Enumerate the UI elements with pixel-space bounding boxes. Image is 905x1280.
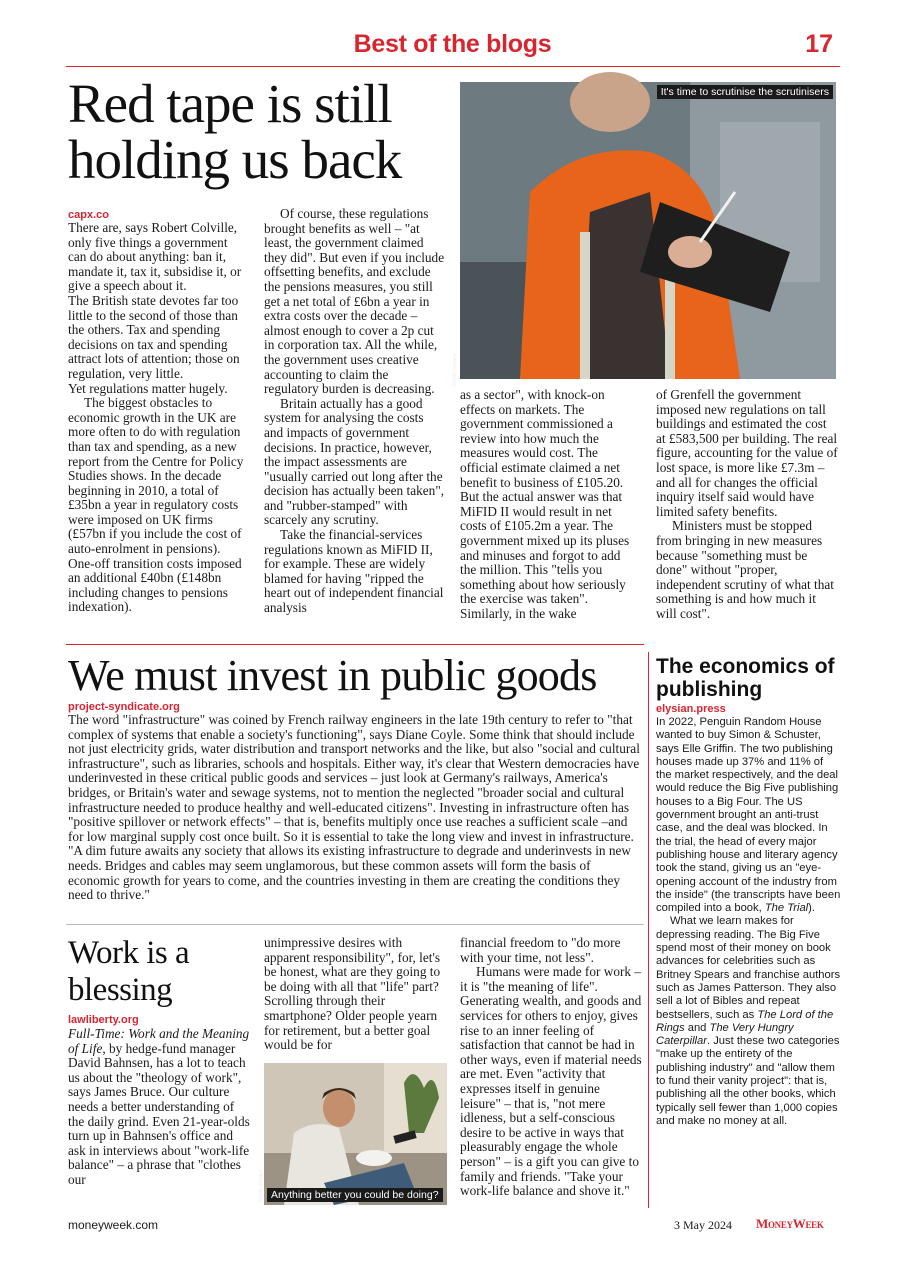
section-divider bbox=[66, 924, 644, 925]
man-on-sofa-photo bbox=[258, 1063, 447, 1205]
text: . Just these two categories "make up the entirety of the publishing industry" and "allow them to fund their vanity project": that is, publishing all the other books, which typically sell fewer than 1,000 copies and make no money at all. bbox=[656, 1035, 840, 1127]
paragraph: Humans were made for work – it is "the meaning of life". Generating wealth, and goods and services for others to enjoy, gives rise to an inner feeling of satisfaction that cannot be had in other ways, even if material needs are met. Even "activity that expresses itself in genuine leisure" – that is, "not mere idleness, but a self-conscious desire to be active in ways that pleasurably engage the whole person" – is a gift you can give to family and friends. "Take your work-life balance and shove it." bbox=[460, 964, 642, 1199]
paragraph: Britain actually has a good system for analysing the costs and impacts of government decisions. In practice, however, the impact assessments are "usually carried out long after the decision has actually been taken", and "rubber-stamped" with scarcely any scrutiny. bbox=[264, 395, 445, 528]
article3-column-1 bbox=[68, 1027, 250, 1188]
paragraph bbox=[68, 1027, 250, 1188]
header-divider bbox=[66, 66, 840, 67]
paragraph: The British state devotes far too little to the second of those than the others. Tax and spending decisions on tax and spending attract lots of attention; those on regulation, very little. bbox=[68, 292, 240, 381]
section-divider bbox=[66, 644, 644, 645]
photo-caption: It's time to scrutinise the scrutinisers bbox=[657, 85, 833, 99]
article-source-project-syndicate[interactable]: project-syndicate.org bbox=[68, 701, 180, 713]
paragraph bbox=[656, 716, 841, 915]
paragraph: The word "infrastructure" was coined by French railway engineers in the late 19th century to refer to "that complex of systems that enable a society's functioning", says Diane Coyle. Some think that should include not just electricity grids, water distribution and transport networks and the like, but also "social and cultural infrastructure", such as libraries, schools and hospitals. Either way, it's clear that Western democracies have underinvested in these critical public goods and services – just look at Germany's railways, America's bridges, or Britain's water and sewage systems, not to mention the neglected "broader social and cultural infrastructure needed to produce healthy and well-educated citizens". Investing in infrastructure often has "positive spillover or network effects" – that is, benefits multiply once use reaches a sufficient scale –and for low marginal supply cost once built. So it is essential to take the long view and invest in infrastructure. "A dim future awaits any society that allows its existing infrastructure to degrade and underinvests in new needs. Bridges and cables may seem unglamorous, but these common assets will form the basis of economic growth for years to come, and the countries investing in them are creating the conditions they need to thrive." bbox=[68, 712, 640, 903]
paragraph: Of course, these regulations brought benefits as well – "at least, the government claimed they did". But even if you include offsetting benefits, and exclude the pensions measures, you still get a net total of £6bn a year in extra costs over the decade – almost enough to cover a 2p cut in corporation tax. All the while, the government uses creative accounting to claim the regulatory burden is decreasing. bbox=[264, 206, 445, 397]
paragraph: financial freedom to "do more with your time, not less". bbox=[460, 935, 621, 965]
article1-column-2 bbox=[264, 207, 446, 616]
paragraph: The biggest obstacles to economic growth in the UK are more often to do with regulation than tax and spending, as a new report from the Centre for Policy Studies shows. In the decade beginning in 2010, a total of £35bn a year in regulatory costs were imposed on UK firms (£57bn if you include the cost of auto-enrolment in pensions). One-off transition costs imposed an additional £40bn (£148bn including changes to pensions indexation). bbox=[68, 395, 244, 615]
paragraph: unimpressive desires with apparent responsibility", for, let's be honest, what are they going to be doing with all that "life" part? Scrolling through their smartphone? Older people yearn for retirement, but a better goal would be for bbox=[264, 935, 441, 1053]
paragraph: There are, says Robert Colville, only five things a government can do about anything: ban it, mandate it, tax it, subsidise it, or give a speech about it. bbox=[68, 220, 242, 294]
column-divider bbox=[648, 652, 649, 1208]
page-number: 17 bbox=[805, 30, 833, 58]
section-title: Best of the blogs bbox=[353, 30, 552, 58]
paragraph: Ministers must be stopped from bringing in new measures because "something must be done" without "proper, independent scrutiny of what that something is and how much it will cost". bbox=[656, 518, 834, 621]
article4-body bbox=[656, 716, 841, 1128]
book-title: The Trial bbox=[764, 902, 809, 915]
paragraph bbox=[656, 915, 841, 1128]
photo-credit: ©Getty Images bbox=[452, 353, 458, 387]
article-source-lawliberty[interactable]: lawliberty.org bbox=[68, 1014, 139, 1026]
article2-body bbox=[68, 713, 642, 903]
book-title: The Very Hungry Caterpillar bbox=[656, 1021, 794, 1048]
worker-illustration bbox=[460, 82, 836, 379]
paragraph: as a sector", with knock-on effects on markets. The government commissioned a review into how much the measures would cost. The official estimate claimed a net benefit to business of £105.20. But the actual answer was that MiFID II would result in net costs of £105.2m a year. The government mixed up its pluses and minuses and forgot to add the million. This "tells you something about how seriously the exercise was taken". Similarly, in the wake bbox=[460, 387, 630, 621]
article-source-capx[interactable]: capx.co bbox=[68, 209, 109, 221]
worker-photo bbox=[452, 82, 836, 387]
article-headline-work: Work is a blessing bbox=[68, 935, 190, 1008]
article1-column-4 bbox=[656, 388, 838, 622]
article-headline-red-tape: Red tape is still holding us back bbox=[68, 73, 402, 190]
footer-date: 3 May 2024 bbox=[674, 1218, 732, 1232]
article-source-elysian[interactable]: elysian.press bbox=[656, 703, 726, 715]
text: In 2022, Penguin Random House wanted to buy Simon & Schuster, says Elle Griffin. The two publishing houses made up 37% and 11% of the market respectively, and the deal would reduce the Big Five publishing houses to a Big Four. The US government brought an anti-trust case, and the deal was blocked. In the trial, the head of every major publishing house and literary agency took the stand, giving us an "eye-opening account of the industry from the inside" (the transcripts have been compiled into a book, bbox=[656, 716, 841, 915]
photo-credit: ©Getty Images bbox=[258, 1169, 264, 1203]
paragraph: Take the financial-services regulations known as MiFID II, for example. These are widely blamed for having "ripped the heart out of independent financial analysis bbox=[264, 527, 444, 616]
man-illustration bbox=[264, 1063, 447, 1205]
article3-column-3 bbox=[460, 936, 642, 1199]
photo-caption: Anything better you could be doing? bbox=[267, 1188, 443, 1202]
moneyweek-logo: MoneyWeek bbox=[756, 1216, 824, 1231]
article1-column-1 bbox=[68, 221, 248, 615]
article-headline-publishing: The economics of publishing bbox=[656, 655, 835, 701]
text: What we learn makes for depressing reading. The Big Five spend most of their money on book advances for celebrities such as Britney Spears and franchise authors such as James Patterson. They also sell a lot of Bibles and repeat bestsellers, such as bbox=[656, 915, 841, 1021]
text: , by hedge-fund manager David Bahnsen, has a lot to teach us about the "theology of work", says James Bruce. Our culture needs a better understanding of the daily grind. Even 21-year-olds turn up in Bahnsen's office and ask in interviews about "work-life balance" – a phrase that "clothes our bbox=[68, 1040, 250, 1187]
paragraph: Yet regulations matter hugely. bbox=[68, 380, 228, 396]
article1-column-3 bbox=[460, 388, 638, 622]
footer-website[interactable]: moneyweek.com bbox=[68, 1218, 159, 1232]
paragraph: of Grenfell the government imposed new regulations on tall buildings and estimated the cost at £583,500 per building. The real figure, accounting for the value of lost space, is more like £7.3m – and all for changes the official inquiry itself said would have limited safety benefits. bbox=[656, 387, 838, 519]
book-title: Full-Time: Work and the Meaning of Life bbox=[68, 1026, 250, 1056]
book-title: The Lord of the Rings bbox=[656, 1008, 834, 1034]
article-headline-public-goods: We must invest in public goods bbox=[68, 651, 597, 700]
text: and bbox=[684, 1021, 710, 1034]
article3-column-2 bbox=[264, 936, 446, 1053]
text: ). bbox=[808, 902, 815, 915]
